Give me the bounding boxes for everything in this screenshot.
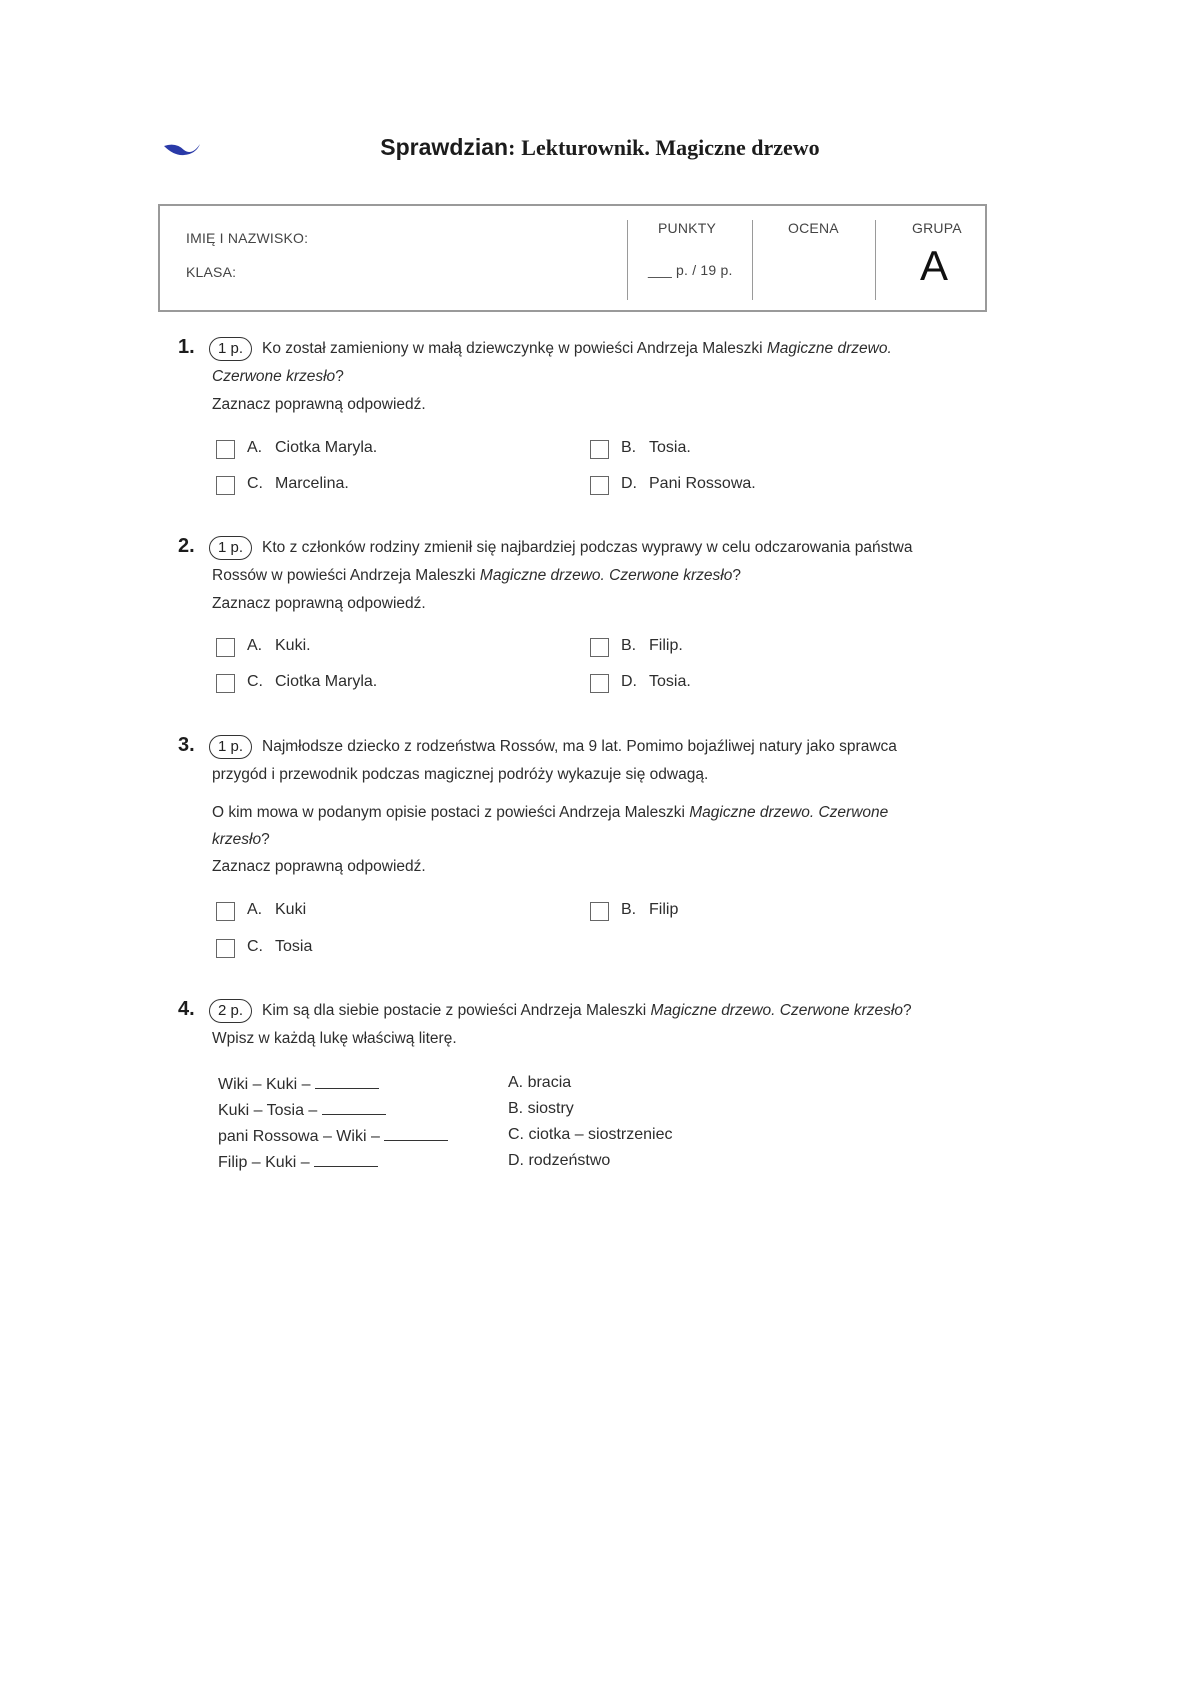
title-sprawdzian: Sprawdzian xyxy=(380,134,509,160)
question-text: krzesło? xyxy=(212,831,270,848)
answer-blank[interactable] xyxy=(384,1126,448,1141)
answer-checkbox-c[interactable] xyxy=(216,476,235,495)
answer-option-a: A. Kuki. xyxy=(247,637,311,654)
title-subject: Lekturownik. Magiczne drzewo xyxy=(521,135,820,160)
answer-key-item: D. rodzeństwo xyxy=(508,1152,611,1169)
question-number: 4. xyxy=(178,998,195,1020)
pair-item: Kuki – Tosia – xyxy=(218,1100,386,1120)
points-badge: 2 p. xyxy=(209,999,252,1023)
answer-key-item: B. siostry xyxy=(508,1100,574,1117)
pair-item: pani Rossowa – Wiki – xyxy=(218,1126,448,1146)
title-separator: : xyxy=(508,135,516,160)
class-label: KLASA: xyxy=(186,264,237,280)
question-text: Kto z członków rodziny zmienił się najbardziej podczas wyprawy w celu odczarowania państwa xyxy=(262,539,913,556)
question-instruction: Wpisz w każdą lukę właściwą literę. xyxy=(212,1030,457,1047)
question-instruction: Zaznacz poprawną odpowiedź. xyxy=(212,396,426,413)
answer-option-b: B. Filip xyxy=(621,901,679,918)
question-text: Ko został zamieniony w małą dziewczynkę w powieści Andrzeja Maleszki Magiczne drzewo. xyxy=(262,340,892,357)
answer-checkbox-a[interactable] xyxy=(216,638,235,657)
student-info-box xyxy=(158,204,987,312)
points-value: ___ p. / 19 p. xyxy=(648,262,733,278)
answer-option-d: D. Tosia. xyxy=(621,673,691,690)
group-value: A xyxy=(920,242,949,289)
answer-option-c: C. Marcelina. xyxy=(247,475,349,492)
answer-checkbox-d[interactable] xyxy=(590,674,609,693)
question-text: Kim są dla siebie postacie z powieści Andrzeja Maleszki Magiczne drzewo. Czerwone krzesło? xyxy=(262,1002,912,1019)
grade-label: OCENA xyxy=(788,220,839,236)
answer-option-a: A. Kuki xyxy=(247,901,307,918)
answer-option-b: B. Tosia. xyxy=(621,439,691,456)
question-instruction: Zaznacz poprawną odpowiedź. xyxy=(212,858,426,875)
answer-checkbox-c[interactable] xyxy=(216,674,235,693)
answer-option-b: B. Filip. xyxy=(621,637,683,654)
question-number: 2. xyxy=(178,535,195,557)
answer-option-c: C. Tosia xyxy=(247,938,313,955)
question-text: O kim mowa w podanym opisie postaci z powieści Andrzeja Maleszki Magiczne drzewo. Czerwone xyxy=(212,804,889,821)
answer-option-d: D. Pani Rossowa. xyxy=(621,475,756,492)
question-text: Czerwone krzesło? xyxy=(212,368,344,385)
question-instruction: Zaznacz poprawną odpowiedź. xyxy=(212,595,426,612)
question-text: Rossów w powieści Andrzeja Maleszki Magiczne drzewo. Czerwone krzesło? xyxy=(212,567,741,584)
answer-checkbox-a[interactable] xyxy=(216,440,235,459)
divider xyxy=(875,220,876,300)
answer-checkbox-b[interactable] xyxy=(590,902,609,921)
points-badge: 1 p. xyxy=(209,735,252,759)
divider xyxy=(752,220,753,300)
answer-key-item: A. bracia xyxy=(508,1074,572,1091)
points-badge: 1 p. xyxy=(209,337,252,361)
answer-blank[interactable] xyxy=(315,1074,379,1089)
points-label: PUNKTY xyxy=(658,220,716,236)
question-number: 1. xyxy=(178,336,195,358)
name-label: IMIĘ I NAZWISKO: xyxy=(186,230,309,246)
question-text: Najmłodsze dziecko z rodzeństwa Rossów, ma 9 lat. Pomimo bojaźliwej natury jako sprawca xyxy=(262,738,897,755)
answer-checkbox-b[interactable] xyxy=(590,440,609,459)
answer-checkbox-a[interactable] xyxy=(216,902,235,921)
answer-blank[interactable] xyxy=(322,1100,386,1115)
page-title xyxy=(0,134,1200,161)
answer-blank[interactable] xyxy=(314,1152,378,1167)
divider xyxy=(627,220,628,300)
answer-checkbox-b[interactable] xyxy=(590,638,609,657)
answer-option-a: A. Ciotka Maryla. xyxy=(247,439,378,456)
answer-key-item: C. ciotka – siostrzeniec xyxy=(508,1126,673,1143)
pair-item: Filip – Kuki – xyxy=(218,1152,378,1172)
answer-checkbox-c[interactable] xyxy=(216,939,235,958)
question-number: 3. xyxy=(178,734,195,756)
points-badge: 1 p. xyxy=(209,536,252,560)
answer-checkbox-d[interactable] xyxy=(590,476,609,495)
answer-option-c: C. Ciotka Maryla. xyxy=(247,673,378,690)
pair-item: Wiki – Kuki – xyxy=(218,1074,379,1094)
question-text: przygód i przewodnik podczas magicznej podróży wykazuje się odwagą. xyxy=(212,766,709,783)
group-label: GRUPA xyxy=(912,220,962,236)
